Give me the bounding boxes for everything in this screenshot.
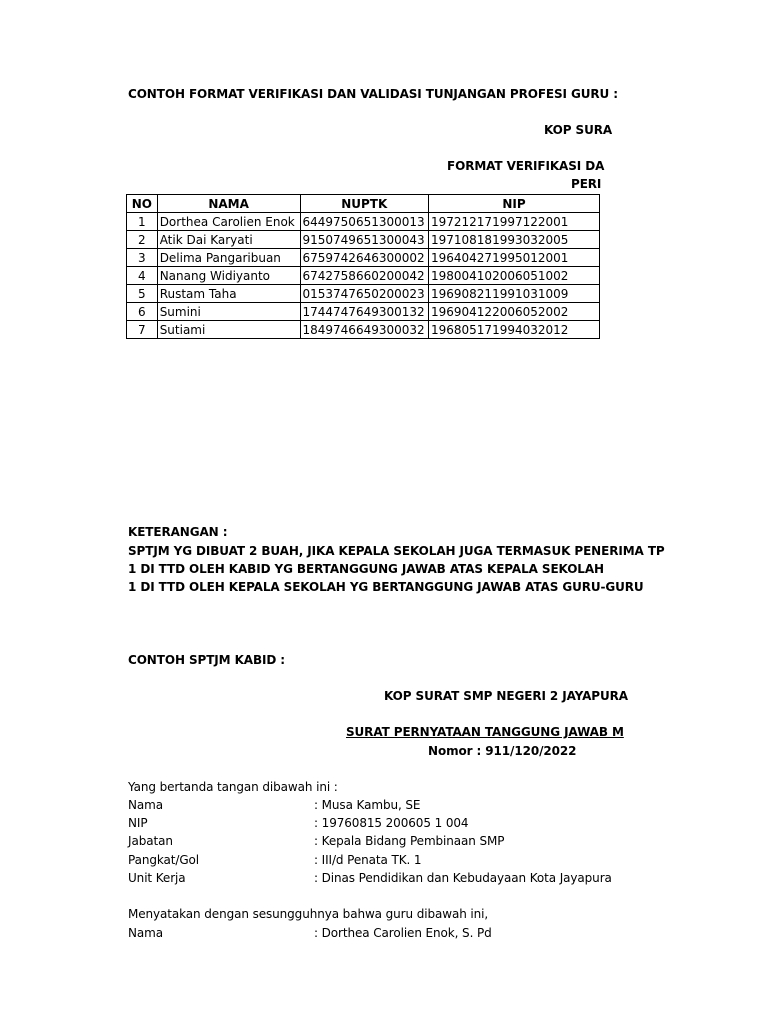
table-header-row [127,195,600,213]
cell-nuptk: 6742758660200042 [300,267,428,285]
table-row [127,231,600,249]
signer-label-jabatan: Jabatan [128,834,173,848]
signer-label-pangkat: Pangkat/Gol [128,853,199,867]
table-row [127,321,600,339]
format-title: FORMAT VERIFIKASI DA [447,159,605,173]
table-row [127,267,600,285]
keterangan-line: SPTJM YG DIBUAT 2 BUAH, JIKA KEPALA SEKOLAH JUGA TERMASUK PENERIMA TP [128,544,665,558]
cell-no: 5 [127,285,158,303]
cell-nama: Atik Dai Karyati [157,231,300,249]
guru-label-nama: Nama [128,926,163,940]
cell-nuptk: 1849746649300032 [300,321,428,339]
kop-surat-school: KOP SURAT SMP NEGERI 2 JAYAPURA [384,689,628,703]
signer-label-nama: Nama [128,798,163,812]
keterangan-line: 1 DI TTD OLEH KABID YG BERTANGGUNG JAWAB ATAS KEPALA SEKOLAH [128,562,604,576]
signer-label-unit: Unit Kerja [128,871,186,885]
table-row [127,285,600,303]
keterangan-title: KETERANGAN : [128,525,228,539]
kop-surat-header: KOP SURA [544,123,613,137]
signer-value-pangkat: : III/d Penata TK. 1 [314,853,422,867]
cell-nip: 197212171997122001 [428,213,599,231]
col-header-nama: NAMA [157,195,300,213]
signer-value-nip: : 19760815 200605 1 004 [314,816,469,830]
cell-no: 3 [127,249,158,267]
cell-nip: 198004102006051002 [428,267,599,285]
signer-label-nip: NIP [128,816,148,830]
cell-nama: Nanang Widiyanto [157,267,300,285]
cell-nama: Dorthea Carolien Enok [157,213,300,231]
cell-nama: Sutiami [157,321,300,339]
cell-no: 6 [127,303,158,321]
col-header-nip: NIP [428,195,599,213]
contoh-sptjm-label: CONTOH SPTJM KABID : [128,653,286,667]
surat-title: SURAT PERNYATAAN TANGGUNG JAWAB M [346,725,624,739]
cell-nuptk: 6449750651300013 [300,213,428,231]
table-row [127,303,600,321]
keterangan-line: 1 DI TTD OLEH KEPALA SEKOLAH YG BERTANGGUNG JAWAB ATAS GURU-GURU [128,580,644,594]
cell-nip: 197108181993032005 [428,231,599,249]
cell-nama: Delima Pangaribuan [157,249,300,267]
menyatakan-text: Menyatakan dengan sesungguhnya bahwa guru dibawah ini, [128,907,489,921]
cell-nama: Rustam Taha [157,285,300,303]
signer-value-unit: : Dinas Pendidikan dan Kebudayaan Kota Jayapura [314,871,612,885]
cell-nama: Sumini [157,303,300,321]
yang-bertanda-text: Yang bertanda tangan dibawah ini : [128,780,338,794]
signer-value-jabatan: : Kepala Bidang Pembinaan SMP [314,834,505,848]
cell-nip: 196404271995012001 [428,249,599,267]
format-subtitle: PERI [571,177,602,191]
verification-table [126,194,600,339]
surat-nomor: Nomor : 911/120/2022 [428,744,577,758]
signer-value-nama: : Musa Kambu, SE [314,798,421,812]
table-row [127,249,600,267]
col-header-no: NO [127,195,158,213]
document-heading: CONTOH FORMAT VERIFIKASI DAN VALIDASI TUNJANGAN PROFESI GURU : [128,87,618,101]
cell-no: 1 [127,213,158,231]
cell-nuptk: 9150749651300043 [300,231,428,249]
cell-nuptk: 6759742646300002 [300,249,428,267]
cell-nip: 196805171994032012 [428,321,599,339]
cell-nuptk: 0153747650200023 [300,285,428,303]
cell-no: 7 [127,321,158,339]
cell-no: 2 [127,231,158,249]
cell-nip: 196908211991031009 [428,285,599,303]
table-row [127,213,600,231]
guru-value-nama: : Dorthea Carolien Enok, S. Pd [314,926,492,940]
cell-nuptk: 1744747649300132 [300,303,428,321]
cell-nip: 196904122006052002 [428,303,599,321]
col-header-nuptk: NUPTK [300,195,428,213]
cell-no: 4 [127,267,158,285]
